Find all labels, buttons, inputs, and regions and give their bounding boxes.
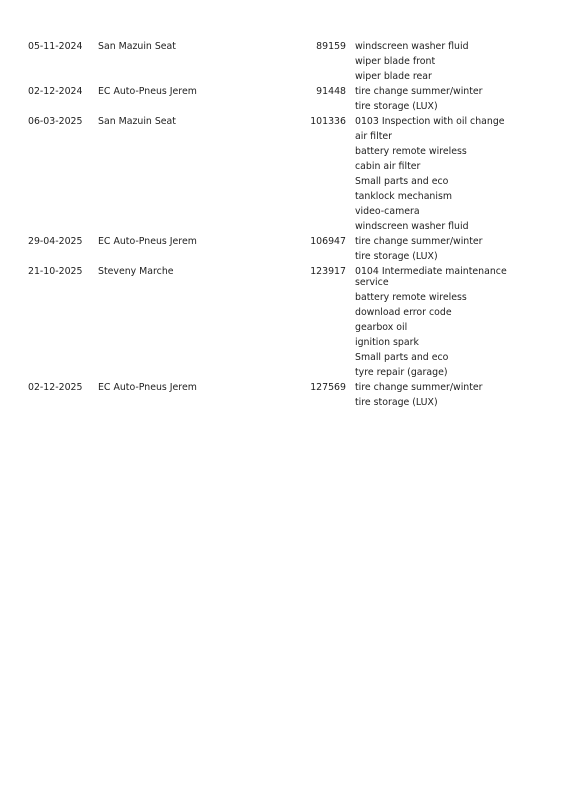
service-item: windscreen washer fluid [355,41,469,52]
garage-name: EC Auto-Pneus Jerem [98,86,197,97]
service-item: air filter [355,131,392,142]
service-entry-row [28,264,514,380]
service-item: 0103 Inspection with oil change [355,116,505,127]
garage-name: San Mazuin Seat [98,41,176,52]
service-items-list [355,84,514,114]
service-item: tire storage (LUX) [355,251,438,262]
service-item: battery remote wireless [355,146,467,157]
odometer-km: 91448 [316,86,346,97]
odometer-km: 123917 [310,266,346,277]
service-entry-row [28,380,514,410]
service-date: 21-10-2025 [28,266,83,277]
service-items-list [355,234,514,264]
service-date: 29-04-2025 [28,236,83,247]
service-item: tire change summer/winter [355,86,483,97]
service-item: gearbox oil [355,322,408,333]
service-item: cabin air filter [355,161,421,172]
service-item: tire storage (LUX) [355,101,438,112]
service-item: Small parts and eco [355,352,449,363]
service-item: tanklock mechanism [355,191,453,202]
service-items-list [355,380,514,410]
garage-name: EC Auto-Pneus Jerem [98,236,197,247]
service-item: Small parts and eco [355,176,449,187]
odometer-km: 127569 [310,382,346,393]
garage-name: EC Auto-Pneus Jerem [98,382,197,393]
service-date: 06-03-2025 [28,116,83,127]
service-item: battery remote wireless [355,292,467,303]
service-item: tire storage (LUX) [355,397,438,408]
service-item: 0104 Intermediate maintenance service [355,266,507,288]
service-item: wiper blade rear [355,71,432,82]
odometer-km: 106947 [310,236,346,247]
service-item: ignition spark [355,337,419,348]
odometer-km: 89159 [316,41,346,52]
service-item: wiper blade front [355,56,436,67]
service-items-list [355,39,514,84]
service-item: tire change summer/winter [355,236,483,247]
service-item: windscreen washer fluid [355,221,469,232]
service-date: 02-12-2024 [28,86,83,97]
service-item: video-camera [355,206,420,217]
service-entry-row [28,234,514,264]
garage-name: San Mazuin Seat [98,116,176,127]
service-items-list [355,114,514,234]
service-items-list [355,264,514,380]
service-history-table [28,39,514,410]
garage-name: Steveny Marche [98,266,174,277]
odometer-km: 101336 [310,116,346,127]
service-entry-row [28,39,514,84]
service-item: tire change summer/winter [355,382,483,393]
service-entry-row [28,84,514,114]
service-item: tyre repair (garage) [355,367,448,378]
service-date: 02-12-2025 [28,382,83,393]
service-entry-row [28,114,514,234]
service-item: download error code [355,307,452,318]
service-date: 05-11-2024 [28,41,83,52]
